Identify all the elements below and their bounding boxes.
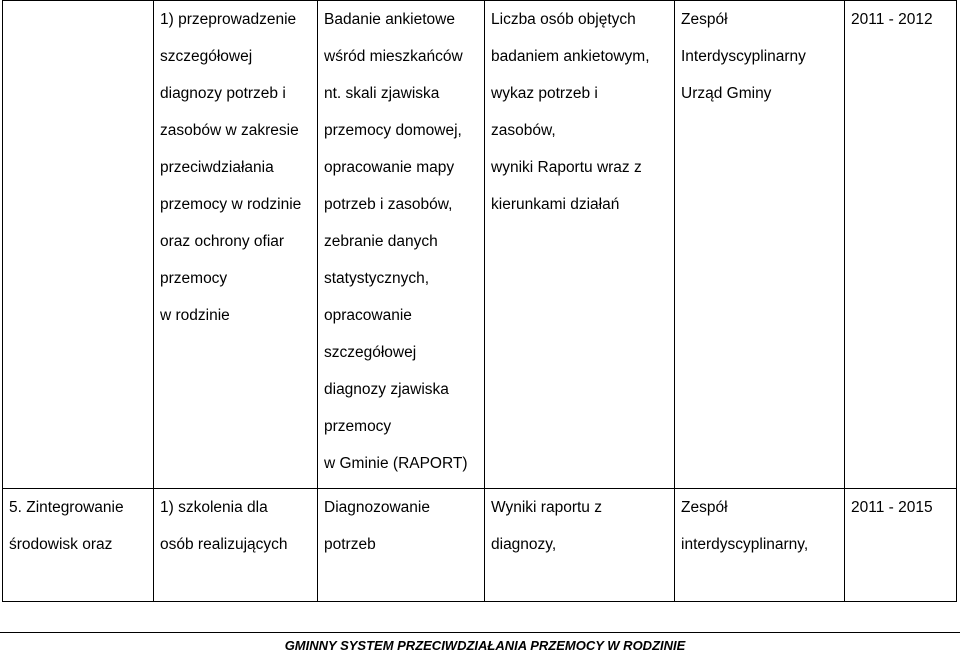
table-cell (845, 489, 957, 602)
table-cell (318, 1, 485, 489)
cell-text-line: kierunkami działań (491, 196, 620, 213)
cell-text-line: potrzeb i zasobów, (324, 196, 453, 213)
cell-text-line: interdyscyplinarny, (681, 536, 809, 553)
cell-text-line: opracowanie (324, 307, 412, 324)
cell-text-line: osób realizujących (160, 536, 288, 553)
cell-text-line: przeciwdziałania (160, 159, 274, 176)
cell-text-line: 1) szkolenia dla (160, 499, 268, 516)
cell-text-line: przemocy domowej, (324, 122, 462, 139)
cell-text-line: opracowanie mapy (324, 159, 455, 176)
cell-text-line: Urząd Gminy (681, 85, 772, 102)
page-footer (0, 632, 960, 654)
cell-text-line: Interdyscyplinarny (681, 48, 806, 65)
action-plan-table (2, 0, 957, 602)
cell-text-line: diagnozy potrzeb i (160, 85, 286, 102)
cell-text-line: zasobów, (491, 122, 556, 139)
cell-text-line: przemocy w rodzinie (160, 196, 302, 213)
cell-text-line: środowisk oraz (9, 536, 113, 553)
table-cell (485, 489, 675, 602)
table-cell (318, 489, 485, 602)
cell-text-line: badaniem ankietowym, (491, 48, 650, 65)
cell-text-line: Badanie ankietowe (324, 11, 455, 28)
table-cell (675, 489, 845, 602)
table-row (3, 1, 957, 489)
cell-text-line: w rodzinie (160, 307, 230, 324)
table-cell (675, 1, 845, 489)
cell-text-line: 1) przeprowadzenie (160, 11, 297, 28)
cell-text-line: Zespół (681, 499, 728, 516)
table-cell (154, 1, 318, 489)
cell-text-line: potrzeb (324, 536, 376, 553)
cell-text-line: 5. Zintegrowanie (9, 499, 124, 516)
cell-text-line: przemocy (160, 270, 228, 287)
cell-text-line: Wyniki raportu z (491, 499, 602, 516)
cell-text-line: wśród mieszkańców (324, 48, 463, 65)
cell-text-line: wykaz potrzeb i (491, 85, 598, 102)
cell-text-line: Zespół (681, 11, 728, 28)
footer-title: GMINNY SYSTEM PRZECIWDZIAŁANIA PRZEMOCY W RODZINIE (284, 638, 686, 653)
cell-text-line: Liczba osób objętych (491, 11, 636, 28)
cell-text-line: zebranie danych (324, 233, 438, 250)
cell-text-line: oraz ochrony ofiar (160, 233, 285, 250)
table-cell (845, 1, 957, 489)
table-cell (3, 489, 154, 602)
cell-text-line: przemocy (324, 418, 392, 435)
cell-text-line: 2011 - 2015 (851, 499, 933, 516)
table-row (3, 489, 957, 602)
table-cell (154, 489, 318, 602)
cell-text-line: zasobów w zakresie (160, 122, 299, 139)
cell-text-line: nt. skali zjawiska (324, 85, 440, 102)
table-cell (3, 1, 154, 489)
table-cell (485, 1, 675, 489)
cell-text-line: 2011 - 2012 (851, 11, 933, 28)
cell-text-line: diagnozy zjawiska (324, 381, 449, 398)
cell-text-line: statystycznych, (324, 270, 430, 287)
cell-text-line: diagnozy, (491, 536, 557, 553)
cell-text-line: Diagnozowanie (324, 499, 430, 516)
cell-text-line: wyniki Raportu wraz z (491, 159, 642, 176)
cell-text-line: szczegółowej (160, 48, 253, 65)
footer-divider (0, 632, 960, 633)
cell-text-line: szczegółowej (324, 344, 417, 361)
cell-text-line: w Gminie (RAPORT) (324, 455, 468, 472)
